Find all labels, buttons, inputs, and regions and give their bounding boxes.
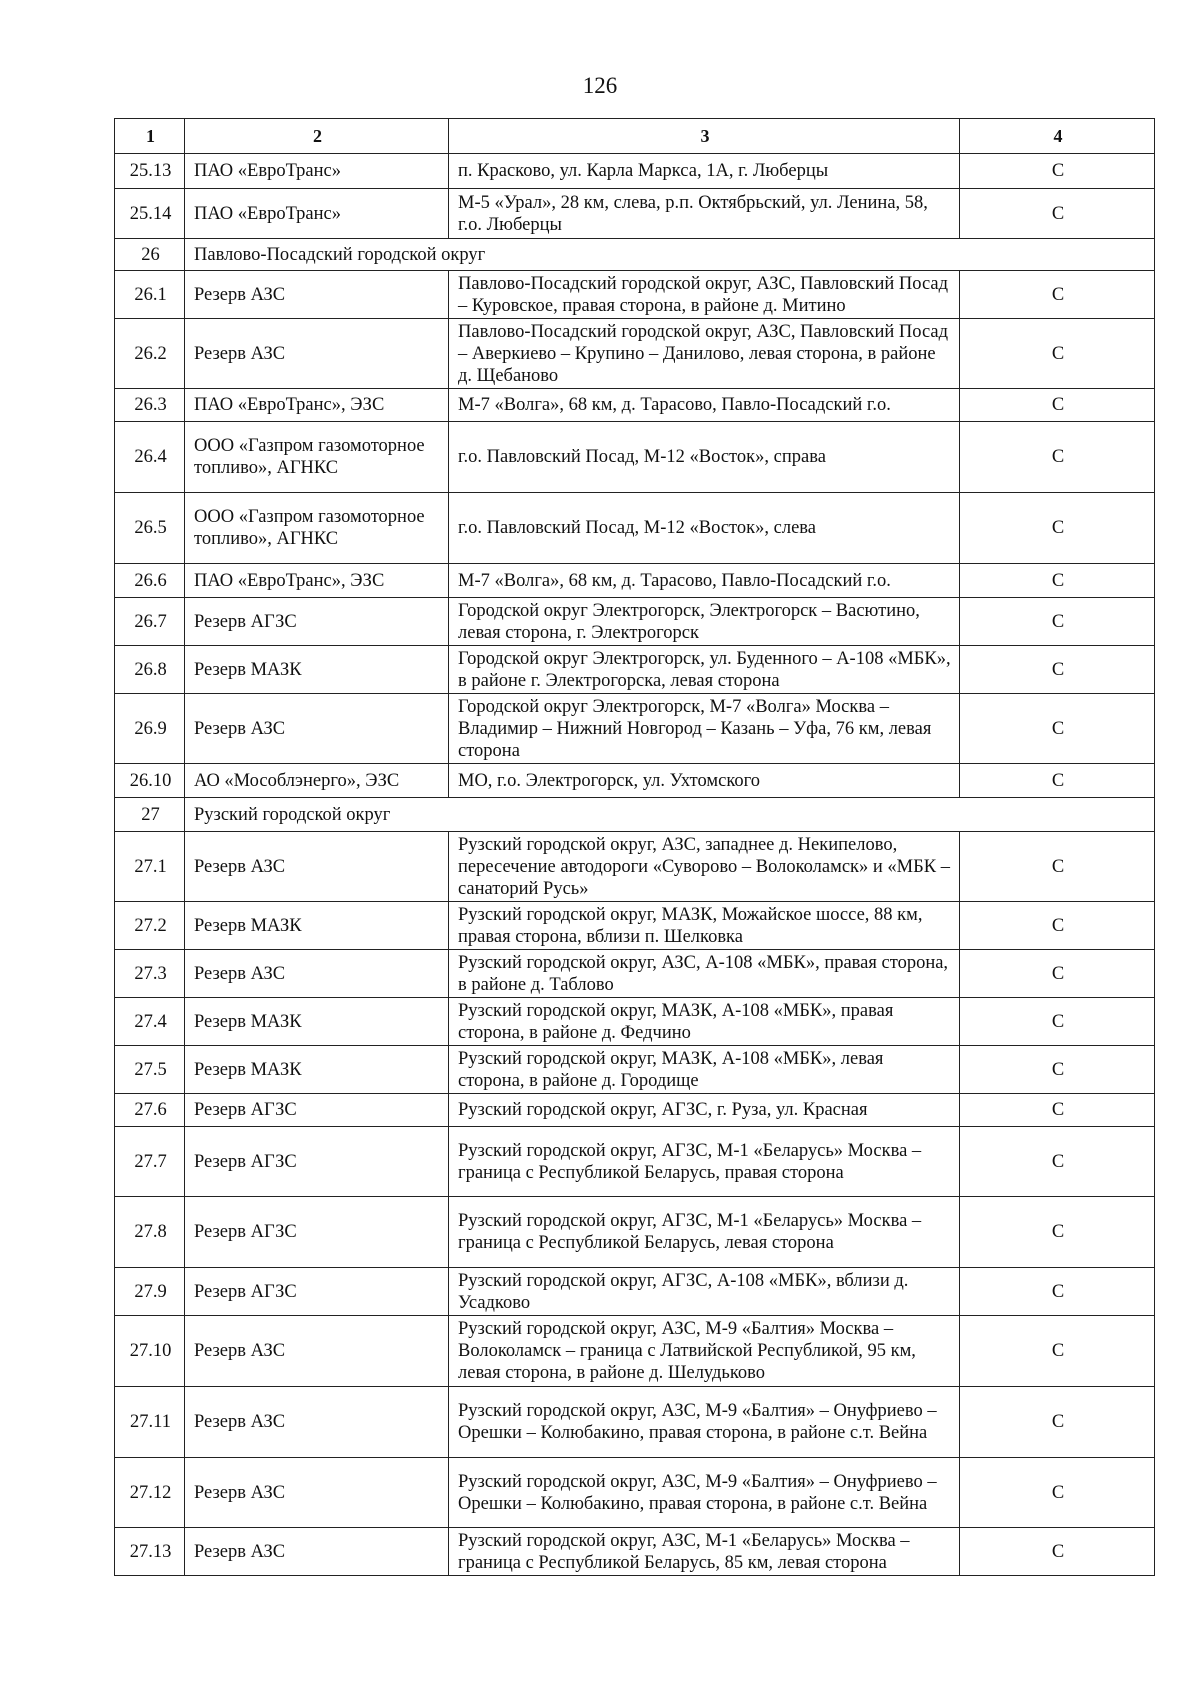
row-location: М-5 «Урал», 28 км, слева, р.п. Октябрьский, ул. Ленина, 58, г.о. Люберцы — [449, 189, 960, 239]
row-number: 27.10 — [115, 1316, 185, 1387]
row-organization: Резерв АГЗС — [185, 1197, 449, 1268]
row-location: Рузский городской округ, АГЗС, М-1 «Беларусь» Москва – граница с Республикой Беларусь, левая сторона — [449, 1197, 960, 1268]
row-location: Рузский городской округ, МАЗК, Можайское шоссе, 88 км, правая сторона, вблизи п. Шелковка — [449, 902, 960, 950]
table-row — [115, 1268, 1155, 1316]
row-location: г.о. Павловский Посад, М-12 «Восток», слева — [449, 493, 960, 564]
row-organization: Резерв АЗС — [185, 319, 449, 389]
row-category: С — [960, 694, 1155, 764]
row-location: п. Красково, ул. Карла Маркса, 1А, г. Люберцы — [449, 154, 960, 189]
row-category: С — [960, 1528, 1155, 1576]
row-location: М-7 «Волга», 68 км, д. Тарасово, Павло-Посадский г.о. — [449, 564, 960, 598]
table-row — [115, 646, 1155, 694]
row-number: 26.9 — [115, 694, 185, 764]
row-number: 27.3 — [115, 950, 185, 998]
row-location: Рузский городской округ, АГЗС, М-1 «Беларусь» Москва – граница с Республикой Беларусь, правая сторона — [449, 1127, 960, 1197]
row-location: Рузский городской округ, АГЗС, А-108 «МБК», вблизи д. Усадково — [449, 1268, 960, 1316]
table-row — [115, 493, 1155, 564]
row-number: 27.8 — [115, 1197, 185, 1268]
section-row — [115, 239, 1155, 271]
row-organization: ПАО «ЕвроТранс», ЭЗС — [185, 389, 449, 422]
row-category: С — [960, 1316, 1155, 1387]
table-body — [115, 154, 1155, 1576]
table-row — [115, 764, 1155, 798]
row-category: С — [960, 1127, 1155, 1197]
page-number: 126 — [582, 73, 618, 98]
section-number: 27 — [115, 798, 185, 832]
row-category: С — [960, 1387, 1155, 1458]
row-organization: ПАО «ЕвроТранс», ЭЗС — [185, 564, 449, 598]
column-header-3: 3 — [449, 119, 960, 154]
row-number: 26.5 — [115, 493, 185, 564]
row-organization: ПАО «ЕвроТранс» — [185, 189, 449, 239]
row-category: С — [960, 271, 1155, 319]
table-row — [115, 1046, 1155, 1094]
row-organization: Резерв МАЗК — [185, 646, 449, 694]
row-location: Рузский городской округ, АЗС, М-9 «Балтия» – Онуфриево – Орешки – Колюбакино, правая сторона, в районе с.т. Вейна — [449, 1387, 960, 1458]
row-location: Рузский городской округ, МАЗК, А-108 «МБК», правая сторона, в районе д. Федчино — [449, 998, 960, 1046]
row-number: 27.6 — [115, 1094, 185, 1127]
row-category: С — [960, 832, 1155, 902]
row-location: Павлово-Посадский городской округ, АЗС, Павловский Посад – Аверкиево – Крупино – Данилово, левая сторона, в районе д. Щебаново — [449, 319, 960, 389]
row-organization: Резерв АЗС — [185, 1316, 449, 1387]
section-row — [115, 798, 1155, 832]
row-number: 27.9 — [115, 1268, 185, 1316]
table-row — [115, 1094, 1155, 1127]
row-number: 27.11 — [115, 1387, 185, 1458]
row-organization: ООО «Газпром газомоторное топливо», АГНКС — [185, 422, 449, 493]
row-organization: Резерв АЗС — [185, 1528, 449, 1576]
table-row — [115, 902, 1155, 950]
row-number: 26.7 — [115, 598, 185, 646]
row-location: МО, г.о. Электрогорск, ул. Ухтомского — [449, 764, 960, 798]
table-row — [115, 1528, 1155, 1576]
row-category: С — [960, 493, 1155, 564]
row-location: Рузский городской округ, АЗС, А-108 «МБК», правая сторона, в районе д. Таблово — [449, 950, 960, 998]
section-title: Павлово-Посадский городской округ — [185, 239, 1155, 271]
row-number: 26.3 — [115, 389, 185, 422]
row-category: С — [960, 389, 1155, 422]
row-organization: Резерв АГЗС — [185, 598, 449, 646]
row-category: С — [960, 598, 1155, 646]
row-category: С — [960, 564, 1155, 598]
row-organization: Резерв АГЗС — [185, 1094, 449, 1127]
stations-table — [114, 118, 1155, 1576]
table-row — [115, 1316, 1155, 1387]
row-category: С — [960, 646, 1155, 694]
table-row — [115, 950, 1155, 998]
row-location: Рузский городской округ, АЗС, западнее д. Некипелово, пересечение автодороги «Суворово – Волоколамск» и «МБК – санаторий Русь» — [449, 832, 960, 902]
row-location: Рузский городской округ, АЗС, М-9 «Балтия» Москва – Волоколамск – граница с Латвийской Республикой, 95 км, левая сторона, в районе д. Шелудьково — [449, 1316, 960, 1387]
row-number: 27.4 — [115, 998, 185, 1046]
table-row — [115, 154, 1155, 189]
row-category: С — [960, 998, 1155, 1046]
row-number: 26.10 — [115, 764, 185, 798]
table-row — [115, 319, 1155, 389]
row-category: С — [960, 154, 1155, 189]
row-number: 26.6 — [115, 564, 185, 598]
column-header-2: 2 — [185, 119, 449, 154]
row-category: С — [960, 764, 1155, 798]
row-organization: Резерв АЗС — [185, 832, 449, 902]
table-row — [115, 1387, 1155, 1458]
table-row — [115, 1197, 1155, 1268]
row-organization: Резерв МАЗК — [185, 1046, 449, 1094]
row-number: 27.1 — [115, 832, 185, 902]
row-number: 26.2 — [115, 319, 185, 389]
table-row — [115, 1127, 1155, 1197]
row-location: Городской округ Электрогорск, Электрогорск – Васютино, левая сторона, г. Электрогорск — [449, 598, 960, 646]
column-header-4: 4 — [960, 119, 1155, 154]
row-category: С — [960, 902, 1155, 950]
row-organization: Резерв МАЗК — [185, 998, 449, 1046]
table-row — [115, 189, 1155, 239]
row-category: С — [960, 1268, 1155, 1316]
row-category: С — [960, 1458, 1155, 1528]
table-header — [115, 119, 1155, 154]
row-number: 26.1 — [115, 271, 185, 319]
table-row — [115, 271, 1155, 319]
row-category: С — [960, 189, 1155, 239]
table-row — [115, 832, 1155, 902]
row-location: г.о. Павловский Посад, М-12 «Восток», справа — [449, 422, 960, 493]
row-organization: Резерв АГЗС — [185, 1268, 449, 1316]
row-location: Павлово-Посадский городской округ, АЗС, Павловский Посад – Куровское, правая сторона, в районе д. Митино — [449, 271, 960, 319]
row-number: 26.8 — [115, 646, 185, 694]
row-number: 26.4 — [115, 422, 185, 493]
table-row — [115, 1458, 1155, 1528]
row-organization: Резерв АЗС — [185, 1387, 449, 1458]
column-header-1: 1 — [115, 119, 185, 154]
row-number: 27.5 — [115, 1046, 185, 1094]
table-row — [115, 389, 1155, 422]
table-row — [115, 598, 1155, 646]
row-category: С — [960, 950, 1155, 998]
table-row — [115, 422, 1155, 493]
row-location: Городской округ Электрогорск, М-7 «Волга» Москва – Владимир – Нижний Новгород – Казань – Уфа, 76 км, левая сторона — [449, 694, 960, 764]
section-number: 26 — [115, 239, 185, 271]
section-title: Рузский городской округ — [185, 798, 1155, 832]
row-category: С — [960, 1197, 1155, 1268]
row-location: Рузский городской округ, АЗС, М-9 «Балтия» – Онуфриево – Орешки – Колюбакино, правая сторона, в районе с.т. Вейна — [449, 1458, 960, 1528]
row-category: С — [960, 319, 1155, 389]
table-row — [115, 694, 1155, 764]
row-category: С — [960, 1046, 1155, 1094]
row-organization: ООО «Газпром газомоторное топливо», АГНКС — [185, 493, 449, 564]
row-category: С — [960, 1094, 1155, 1127]
row-organization: Резерв АЗС — [185, 1458, 449, 1528]
row-location: Рузский городской округ, АГЗС, г. Руза, ул. Красная — [449, 1094, 960, 1127]
row-number: 25.13 — [115, 154, 185, 189]
row-category: С — [960, 422, 1155, 493]
row-organization: Резерв АЗС — [185, 271, 449, 319]
row-organization: ПАО «ЕвроТранс» — [185, 154, 449, 189]
row-number: 27.13 — [115, 1528, 185, 1576]
row-location: М-7 «Волга», 68 км, д. Тарасово, Павло-Посадский г.о. — [449, 389, 960, 422]
row-number: 25.14 — [115, 189, 185, 239]
row-organization: Резерв МАЗК — [185, 902, 449, 950]
row-number: 27.2 — [115, 902, 185, 950]
header-row — [115, 119, 1155, 154]
table-row — [115, 564, 1155, 598]
row-location: Городской округ Электрогорск, ул. Буденного – А-108 «МБК», в районе г. Электрогорска, левая сторона — [449, 646, 960, 694]
table-row — [115, 998, 1155, 1046]
row-number: 27.12 — [115, 1458, 185, 1528]
row-organization: Резерв АГЗС — [185, 1127, 449, 1197]
row-organization: Резерв АЗС — [185, 950, 449, 998]
row-organization: Резерв АЗС — [185, 694, 449, 764]
row-location: Рузский городской округ, АЗС, М-1 «Беларусь» Москва – граница с Республикой Беларусь, 85 км, левая сторона — [449, 1528, 960, 1576]
row-location: Рузский городской округ, МАЗК, А-108 «МБК», левая сторона, в районе д. Городище — [449, 1046, 960, 1094]
row-number: 27.7 — [115, 1127, 185, 1197]
row-organization: АО «Мособлэнерго», ЭЗС — [185, 764, 449, 798]
